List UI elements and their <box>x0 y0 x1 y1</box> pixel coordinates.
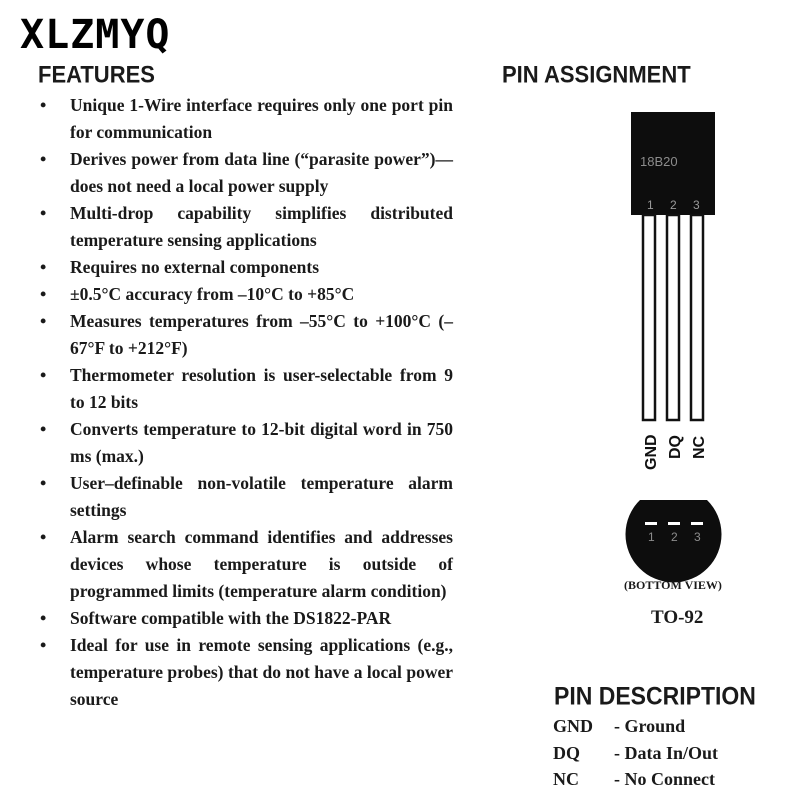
feature-item: • Unique 1-Wire interface requires only one port pin for communication <box>38 92 453 146</box>
pin-name-gnd: GND <box>643 434 660 470</box>
bottom-pin-2 <box>668 522 680 525</box>
pin-desc-text: - Data In/Out <box>614 743 719 763</box>
chip-label: 18B20 <box>640 154 678 169</box>
pin-description-title: PIN DESCRIPTION <box>554 681 756 710</box>
pin-number-2: 2 <box>670 198 677 212</box>
pin-desc-pin: DQ <box>553 743 580 763</box>
feature-item: • Ideal for use in remote sensing applications (e.g., temperature probes) that do not have a local power source <box>38 632 453 713</box>
feature-item: • Measures temperatures from –55°C to +100°C (–67°F to +212°F) <box>38 308 453 362</box>
feature-item: • Requires no external components <box>38 254 453 281</box>
pin-assignment-title: PIN ASSIGNMENT <box>502 60 691 88</box>
pin-desc-text: - No Connect <box>614 769 715 789</box>
bottom-pin-3 <box>691 522 703 525</box>
bottom-view-label: (BOTTOM VIEW) <box>624 578 722 592</box>
feature-item: • Derives power from data line (“parasite power”)—does not need a local power supply <box>38 146 453 200</box>
feature-item: • Alarm search command identifies and addresses devices whose temperature is outside of programmed limits (temperature alarm condition) <box>38 524 453 605</box>
features-title: FEATURES <box>38 60 155 88</box>
lead-dq <box>667 215 679 420</box>
pin-desc-text: - Ground <box>614 716 686 736</box>
pin-desc-pin: GND <box>553 716 593 736</box>
bottom-pin-number-2: 2 <box>671 530 678 544</box>
pin-name-dq: DQ <box>667 435 684 459</box>
lead-gnd <box>643 215 655 420</box>
bottom-pin-number-1: 1 <box>648 530 655 544</box>
feature-item: • Thermometer resolution is user-selectable from 9 to 12 bits <box>38 362 453 416</box>
feature-item: • Converts temperature to 12-bit digital word in 750 ms (max.) <box>38 416 453 470</box>
feature-item: • ±0.5°C accuracy from –10°C to +85°C <box>38 281 453 308</box>
feature-item: • Software compatible with the DS1822-PAR <box>38 605 453 632</box>
package-label: TO-92 <box>651 607 704 628</box>
pin-number-1: 1 <box>647 198 654 212</box>
pin-desc-pin: NC <box>553 769 579 789</box>
feature-item: • User–definable non-volatile temperature alarm settings <box>38 470 453 524</box>
pin-number-3: 3 <box>693 198 700 212</box>
brand-logo: XLZMYQ <box>20 12 171 58</box>
bottom-pin-number-3: 3 <box>694 530 701 544</box>
bottom-pin-1 <box>645 522 657 525</box>
lead-nc <box>691 215 703 420</box>
pin-name-nc: NC <box>691 435 708 459</box>
feature-item: • Multi-drop capability simplifies distributed temperature sensing applications <box>38 200 453 254</box>
